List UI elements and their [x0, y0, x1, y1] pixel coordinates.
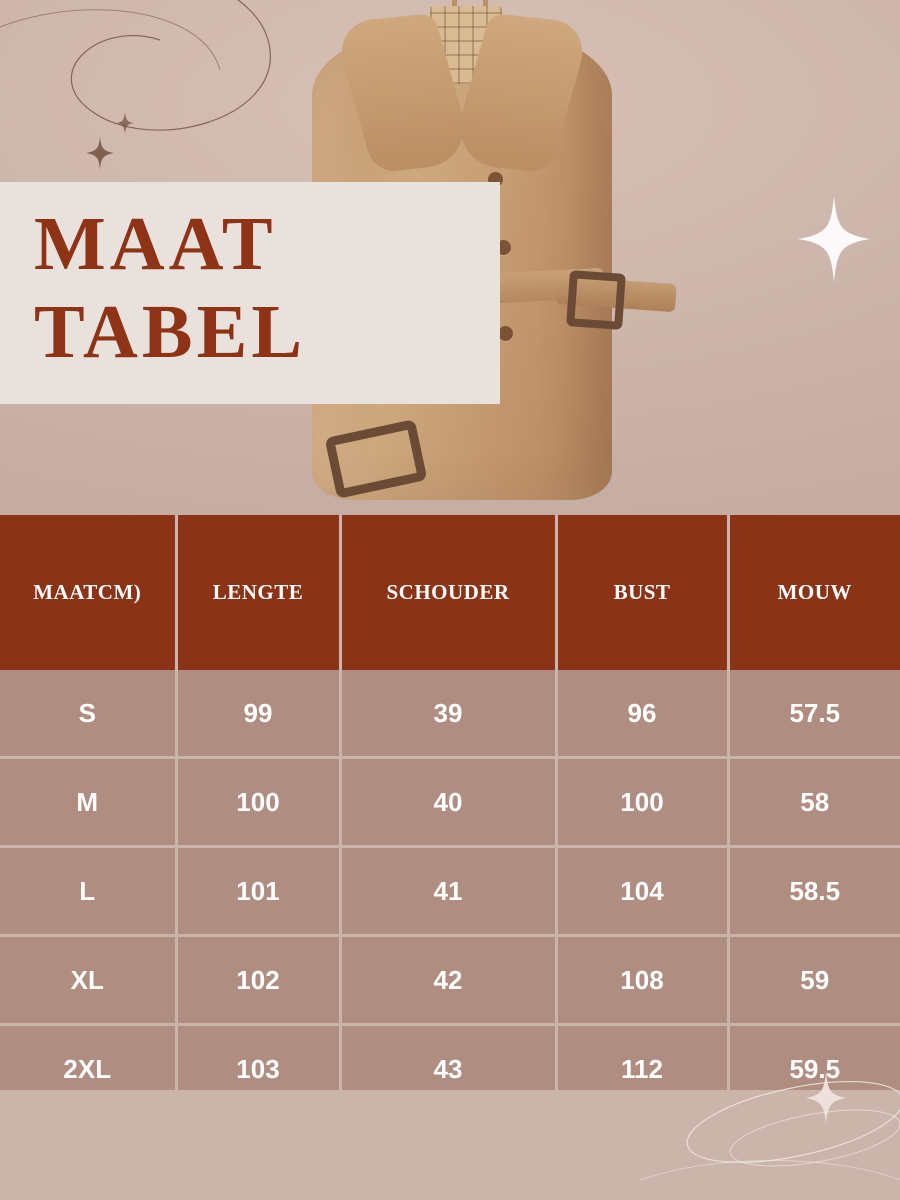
cell-bust: 96: [556, 670, 728, 758]
cell-bust: 112: [556, 1025, 728, 1113]
table-row: [0, 936, 900, 1025]
cell-lengte: 102: [176, 936, 340, 1025]
column-header-schouder: SCHOUDER: [340, 515, 556, 670]
table-row: [0, 758, 900, 847]
sparkle-icon: [806, 1072, 846, 1124]
swirl-line-icon: [610, 1060, 900, 1200]
cell-size: XL: [0, 936, 176, 1025]
coat-cuff-buckle: [566, 270, 626, 330]
table-row: [0, 670, 900, 758]
cell-schouder: 41: [340, 847, 556, 936]
cell-schouder: 39: [340, 670, 556, 758]
cell-lengte: 103: [176, 1025, 340, 1113]
cell-mouw: 59: [728, 936, 900, 1025]
title-plate: [0, 182, 500, 404]
swirl-line-icon: [0, 0, 330, 190]
table-header-row: [0, 515, 900, 670]
cell-schouder: 43: [340, 1025, 556, 1113]
cell-mouw: 57.5: [728, 670, 900, 758]
column-header-lengte: LENGTE: [176, 515, 340, 670]
size-table: [0, 515, 900, 1112]
cell-bust: 108: [556, 936, 728, 1025]
cell-bust: 100: [556, 758, 728, 847]
sparkle-icon: [116, 112, 134, 134]
column-header-maat: MAATCM): [0, 515, 176, 670]
cell-mouw: 58.5: [728, 847, 900, 936]
cell-lengte: 99: [176, 670, 340, 758]
cell-size: L: [0, 847, 176, 936]
cell-lengte: 100: [176, 758, 340, 847]
cell-bust: 104: [556, 847, 728, 936]
page-title-line-1: MAAT: [34, 202, 277, 286]
cell-lengte: 101: [176, 847, 340, 936]
sparkle-icon: [86, 136, 114, 170]
cell-mouw: 58: [728, 758, 900, 847]
coat-button: [498, 326, 513, 341]
cell-schouder: 42: [340, 936, 556, 1025]
cell-size: S: [0, 670, 176, 758]
cell-mouw: 59.5: [728, 1025, 900, 1113]
table-row: [0, 847, 900, 936]
cell-size: M: [0, 758, 176, 847]
footer-strip: [0, 1090, 900, 1200]
column-header-mouw: MOUW: [728, 515, 900, 670]
column-header-bust: BUST: [556, 515, 728, 670]
cell-size: 2XL: [0, 1025, 176, 1113]
cell-schouder: 40: [340, 758, 556, 847]
page-title-line-2: TABEL: [34, 290, 307, 374]
sparkle-icon: [798, 196, 870, 282]
